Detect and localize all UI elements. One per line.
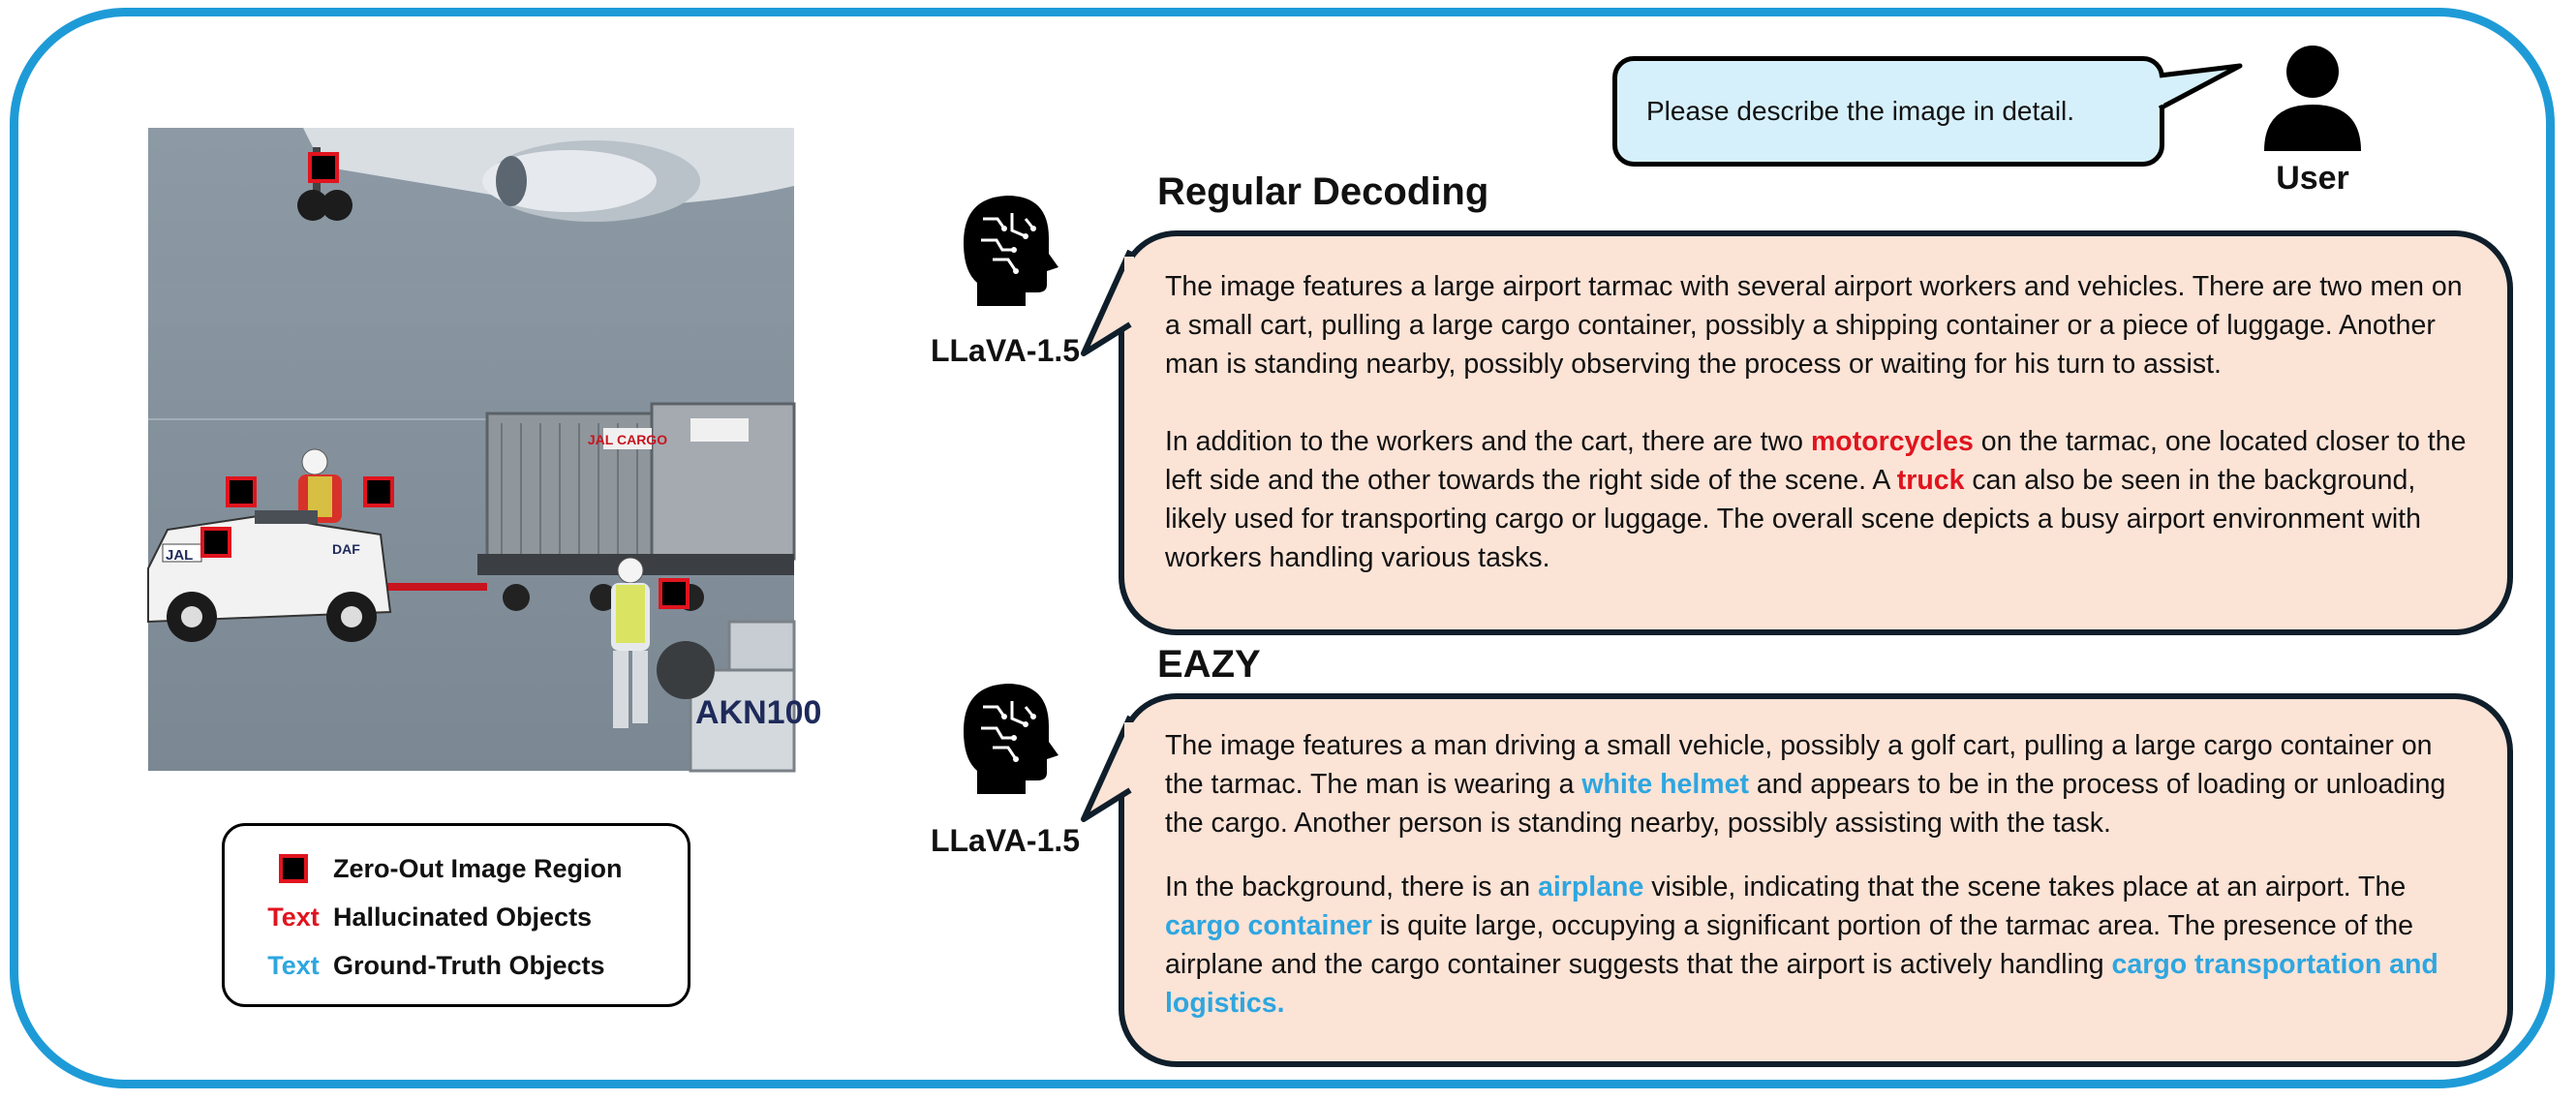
legend-zero-out-label: Zero-Out Image Region — [333, 853, 623, 883]
svg-text:JAL: JAL — [166, 547, 194, 564]
regular-answer-bubble — [1119, 230, 2513, 635]
regular-model-label: LLaVA-1.5 — [930, 333, 1081, 368]
eazy-answer-bubble — [1119, 693, 2513, 1067]
legend-groundtruth — [263, 944, 605, 987]
regular-decoding-title: Regular Decoding — [1157, 170, 1489, 213]
legend — [222, 823, 690, 1007]
eazy-bubble-tail — [1080, 713, 1134, 829]
airport-photo-illustration — [148, 128, 822, 771]
groundtruth-cargo-container: cargo container — [1165, 910, 1372, 941]
user-prompt-text: Please describe the image in detail. — [1646, 96, 2075, 126]
regular-bubble-tail — [1080, 247, 1134, 363]
eazy-para-2 — [1165, 868, 2469, 1023]
legend-groundtruth-label: Ground-Truth Objects — [333, 950, 605, 980]
airport-photo — [148, 128, 822, 771]
legend-zero-out — [263, 847, 623, 890]
user-bubble-tail — [2158, 58, 2245, 126]
regular-p2-text-b: on the tarmac, one located closer to the left side and the other towards the right side of the scene. A — [1165, 426, 2467, 496]
regular-para-2 — [1165, 422, 2469, 577]
eazy-para-1 — [1165, 726, 2469, 842]
container-jal-text: JAL CARGO — [587, 432, 668, 447]
zero-out-square-icon — [279, 854, 308, 883]
legend-hallucinated-key: Text — [267, 902, 320, 932]
regular-para-1: The image features a large airport tarmac with several airport workers and vehicles. There are two men on a small cart, pulling a large cargo container, possibly a shipping container or a piece of luggage. Another man is standing nearby, possibly observing the process or waiting for his turn to assist. — [1165, 271, 2463, 380]
hallucinated-truck: truck — [1896, 465, 1965, 496]
cart-daf-text: DAF — [332, 541, 360, 557]
regular-p2-text-c: can also be seen in the background, likely used for transporting cargo or luggage. The overall scene depicts a busy airport environment with workers handling various tasks. — [1165, 465, 2421, 573]
regular-p2-text-a: In addition to the workers and the cart, there are two — [1165, 426, 1811, 457]
legend-hallucinated — [263, 896, 592, 938]
eazy-p1-text-a: The image features a man driving a small vehicle, possibly a golf cart, pulling a large cargo container on the tarmac. The man is wearing a — [1165, 730, 2433, 800]
brain-head-icon — [954, 190, 1060, 308]
brain-head-icon — [954, 678, 1060, 796]
groundtruth-white-helmet: white helmet — [1581, 769, 1749, 800]
groundtruth-cargo-transportation: cargo transportation and logistics. — [1165, 949, 2438, 1019]
eazy-p2-text-b: visible, indicating that the scene takes place at an airport. The — [1643, 872, 2407, 902]
legend-groundtruth-key: Text — [267, 950, 320, 980]
user-prompt-bubble — [1612, 56, 2164, 167]
eazy-model-label: LLaVA-1.5 — [930, 823, 1081, 858]
groundtruth-airplane: airplane — [1538, 872, 1644, 902]
user-label: User — [2276, 160, 2349, 197]
user-icon — [2256, 43, 2369, 155]
eazy-p2-text-c: is quite large, occupying a significant portion of the tarmac area. The presence of the airplane and the cargo container suggests that the airport is actively handling — [1165, 910, 2413, 980]
legend-hallucinated-label: Hallucinated Objects — [333, 902, 593, 932]
container-code-text: AKN100 — [695, 694, 822, 731]
eazy-p2-text-a: In the background, there is an — [1165, 872, 1539, 902]
hallucinated-motorcycles: motorcycles — [1810, 426, 1974, 457]
eazy-title: EAZY — [1157, 643, 1261, 686]
eazy-p1-text-b: and appears to be in the process of loading or unloading the cargo. Another person is standing nearby, possibly assisting with the task. — [1165, 769, 2446, 839]
